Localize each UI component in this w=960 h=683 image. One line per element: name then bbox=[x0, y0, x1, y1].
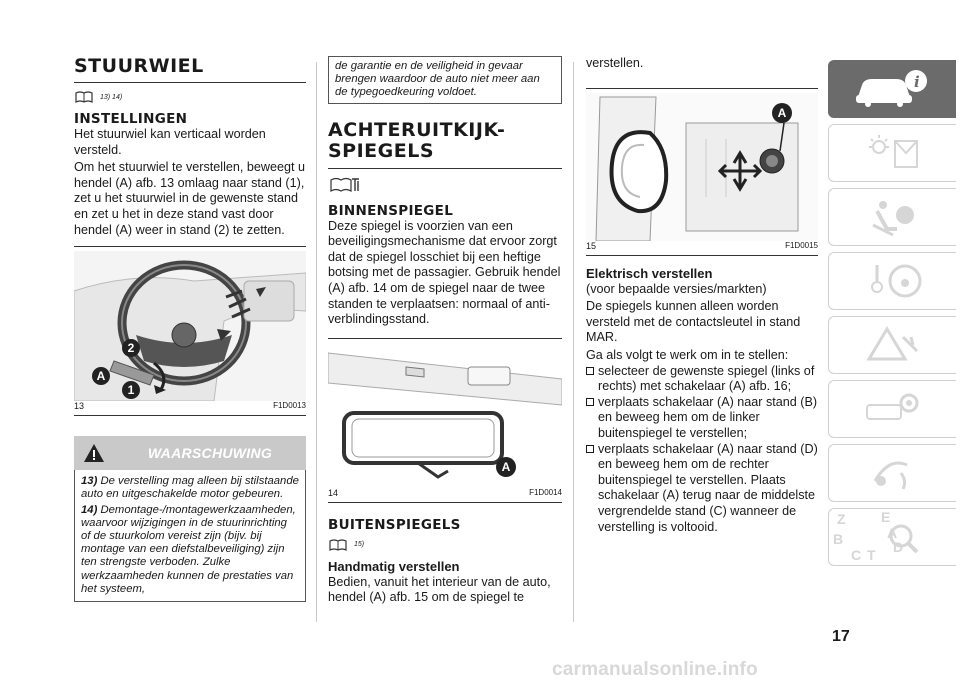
figure-top-rule bbox=[74, 246, 306, 247]
reference-numbers: 13) 14) bbox=[100, 93, 123, 101]
warning-item: 14) Demontage-/montagewerkzaamheden, waarvoor wijzigingen in de stuurinrichting of de stuurkolom vereist zijn (bijv. bij montage van een diefstalbeveiliging) zijn ten strengste verboden. Zulke werkzaamheden kunnen de prestaties van het systeem, bbox=[81, 503, 296, 595]
index-letter: Z bbox=[837, 511, 846, 527]
figure-code: F1D0013 bbox=[273, 401, 306, 411]
airbag-seat-icon bbox=[853, 195, 933, 239]
index-letter: A bbox=[887, 525, 898, 541]
subsection-handmatig-verstellen: Handmatig verstellen bbox=[328, 558, 460, 574]
paragraph: Ga als volgt te werk om in te stellen: bbox=[586, 347, 789, 362]
figure-code: F1D0015 bbox=[785, 240, 818, 250]
index-letter: E bbox=[881, 509, 891, 525]
warning-item: 13) De verstelling mag alleen bij stilstaande auto en uitgeschakelde motor gebeuren. bbox=[81, 475, 299, 501]
paragraph: (voor bepaalde versies/markten) bbox=[586, 281, 767, 296]
column-3 bbox=[586, 56, 818, 535]
column-1 bbox=[74, 56, 306, 602]
index-letter: B bbox=[833, 531, 844, 547]
section-title-achteruitkijkspiegels: ACHTERUITKIJK-SPIEGELS bbox=[328, 120, 562, 169]
steering-key-icon bbox=[853, 259, 933, 303]
list-item: verplaats schakelaar (A) naar stand (B) en beweeg hem om de linker buitenspiegel te verstellen; bbox=[586, 395, 818, 442]
reference-marks bbox=[328, 535, 562, 555]
warning-triangle-icon bbox=[83, 443, 105, 463]
subsection-title-binnenspiegel: BINNENSPIEGEL bbox=[328, 202, 454, 219]
column-divider bbox=[573, 62, 574, 622]
tab-safety[interactable] bbox=[828, 188, 956, 246]
reference-marks bbox=[328, 171, 562, 199]
paragraph: Het stuurwiel kan verticaal worden versteld. bbox=[74, 127, 266, 157]
manual-reference-icon bbox=[74, 90, 94, 104]
bullet-square-icon bbox=[586, 445, 594, 453]
figure-caption bbox=[74, 401, 306, 416]
list-item: selecteer de gewenste spiegel (links of rechts) met schakelaar (A) afb. 16; bbox=[586, 364, 818, 395]
figure-code: F1D0014 bbox=[529, 487, 562, 497]
subsection-title-buitenspiegels: BUITENSPIEGELS bbox=[328, 516, 461, 533]
tab-emergency[interactable] bbox=[828, 316, 956, 374]
bullet-square-icon bbox=[586, 398, 594, 406]
list-item: verplaats schakelaar (A) naar stand (D) en beweeg hem om de rechter buitenspiegel te verstellen. Plaats schakelaar (A) terug naar de middelste vergrendelde stand (C) wanneer de verstelling is voltooid. bbox=[586, 442, 818, 536]
figure-15-exterior-mirror bbox=[586, 93, 818, 241]
figure-caption bbox=[586, 241, 818, 256]
emergency-triangle-icon bbox=[853, 323, 933, 367]
figure-number: 14 bbox=[328, 487, 339, 498]
manual-reference-icon bbox=[328, 538, 348, 552]
paragraph: Deze spiegel is voorzien van een beveiligingsmechanisme dat ervoor zorgt dat de spiegel losschiet bij een heftige botsing met de passagier. Gebruik hendel (A) afb. 14 om de spiegel naar de twee standen te verplaatsen: normaal of anti-verblindingsstand. bbox=[328, 218, 561, 327]
figure-14-interior-mirror bbox=[328, 343, 562, 488]
paragraph: Bedien, vanuit het interieur van de auto, hendel (A) afb. 15 om de spiegel te bbox=[328, 574, 551, 605]
figure-label-1: 1 bbox=[122, 381, 140, 399]
car-maintenance-icon bbox=[853, 387, 933, 431]
car-info-icon bbox=[852, 67, 932, 111]
reference-marks bbox=[74, 87, 306, 107]
warning-lights-icon bbox=[853, 131, 933, 175]
tab-multimedia[interactable] bbox=[828, 444, 956, 502]
figure-13-steering-wheel bbox=[74, 251, 306, 401]
figure-top-rule bbox=[586, 88, 818, 89]
manual-reference-icon bbox=[328, 175, 362, 195]
chapter-tabs bbox=[828, 60, 956, 572]
figure-number: 13 bbox=[74, 401, 85, 412]
figure-label-a: A bbox=[772, 103, 792, 123]
bullet-square-icon bbox=[586, 367, 594, 375]
tab-getting-to-know-car[interactable] bbox=[828, 60, 956, 118]
column-2 bbox=[328, 56, 562, 606]
warning-title: WAARSCHUWING bbox=[147, 445, 273, 462]
figure-top-rule bbox=[328, 338, 562, 339]
multimedia-icon bbox=[853, 451, 933, 495]
interior-mirror-illustration bbox=[328, 343, 562, 488]
figure-label-a: A bbox=[92, 367, 110, 385]
figure-number: 15 bbox=[586, 240, 597, 251]
svg-text:i: i bbox=[914, 73, 920, 91]
tab-index[interactable] bbox=[828, 508, 956, 566]
tab-dashboard[interactable] bbox=[828, 124, 956, 182]
index-letter: T bbox=[867, 547, 876, 563]
warning-header bbox=[74, 436, 306, 470]
warning-continuation: de garantie en de veiligheid in gevaar brengen waardoor de auto niet meer aan de typegoedkeuring voldoet. bbox=[328, 56, 562, 104]
tab-maintenance[interactable] bbox=[828, 380, 956, 438]
subsection-title-instellingen: INSTELLINGEN bbox=[74, 111, 188, 127]
page-number: 17 bbox=[832, 628, 850, 645]
reference-numbers: 15) bbox=[354, 541, 365, 549]
index-letter: D bbox=[893, 539, 904, 555]
column-divider bbox=[316, 62, 317, 622]
watermark: carmanualsonline.info bbox=[552, 659, 758, 680]
subsection-elektrisch-verstellen: Elektrisch verstellen bbox=[586, 265, 713, 281]
figure-label-2: 2 bbox=[122, 339, 140, 357]
paragraph: Om het stuurwiel te verstellen, beweegt u hendel (A) afb. 13 omlaag naar stand (1), zet u het stuurwiel in de gewenste stand en zet u het in deze stand vast door hendel (A) weer in stand (2) te zetten. bbox=[74, 160, 305, 237]
index-letter: C bbox=[851, 547, 862, 563]
section-title-stuurwiel: STUURWIEL bbox=[74, 56, 306, 83]
tab-driving[interactable] bbox=[828, 252, 956, 310]
figure-label-a: A bbox=[496, 457, 516, 477]
figure-caption bbox=[328, 488, 562, 503]
warning-body bbox=[74, 470, 306, 602]
paragraph: De spiegels kunnen alleen worden versteld met de contactsleutel in stand MAR. bbox=[586, 299, 801, 345]
paragraph: verstellen. bbox=[586, 56, 644, 70]
